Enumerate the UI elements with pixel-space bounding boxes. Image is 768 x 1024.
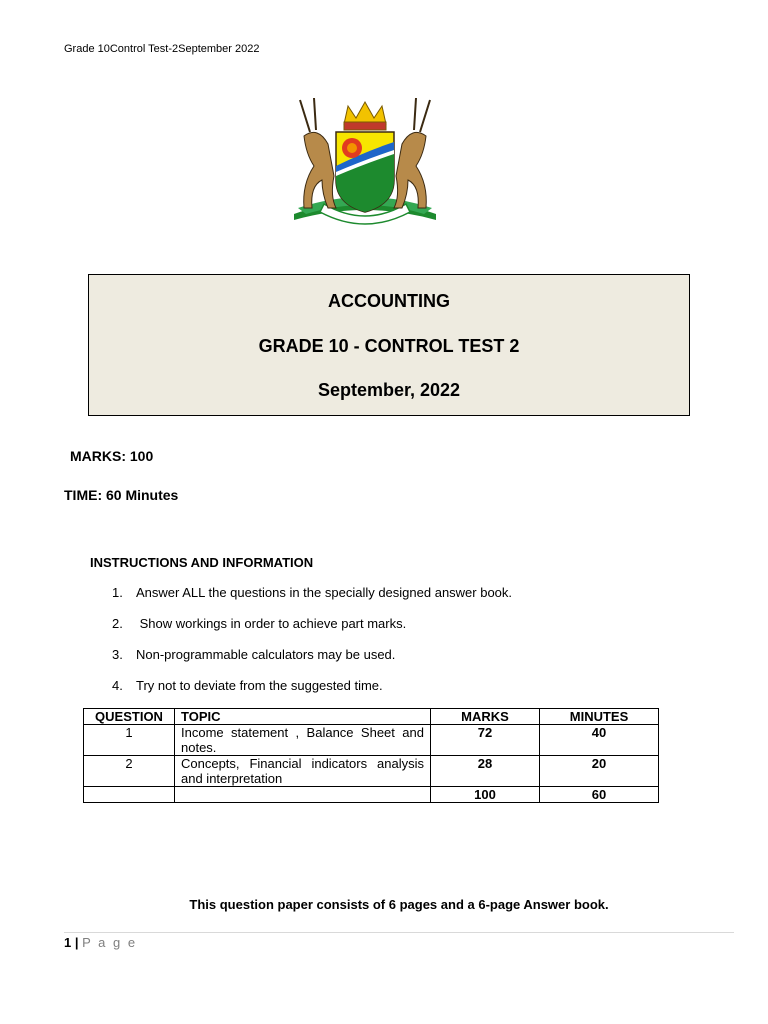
title-box <box>88 274 690 416</box>
cell-topic: Income statement , Balance Sheet and notes. <box>175 725 431 756</box>
instructions-heading: INSTRUCTIONS AND INFORMATION <box>90 555 314 570</box>
header-marks: MARKS <box>431 709 540 725</box>
page-label: P a g e <box>82 935 138 950</box>
exam-date: September, 2022 <box>317 380 461 400</box>
instruction-number: 4. <box>112 678 123 693</box>
header-minutes: MINUTES <box>540 709 659 725</box>
cell-topic: Concepts, Financial indicators analysis and interpretation <box>175 756 431 787</box>
instruction-text: Non-programmable calculators may be used. <box>136 647 396 662</box>
page-footer <box>64 935 137 950</box>
table-row <box>84 725 659 756</box>
paper-pages-note: This question paper consists of 6 pages and a 6-page Answer book. <box>189 897 609 912</box>
total-marks: MARKS: 100 <box>70 448 154 464</box>
cell-marks: 28 <box>431 756 540 787</box>
cell-empty <box>175 787 431 803</box>
cell-question: 1 <box>84 725 175 756</box>
instruction-text: Try not to deviate from the suggested time. <box>136 678 383 693</box>
page-number: 1 | <box>64 935 79 950</box>
running-header: Grade 10Control Test-2September 2022 <box>64 43 260 55</box>
instruction-number: 3. <box>112 647 123 662</box>
table-total-row <box>84 787 659 803</box>
table-row <box>84 756 659 787</box>
cell-question: 2 <box>84 756 175 787</box>
instruction-number: 1. <box>112 585 123 600</box>
subject-title: ACCOUNTING <box>328 291 450 311</box>
header-question: QUESTION <box>84 709 175 725</box>
grade-test-title: GRADE 10 - CONTROL TEST 2 <box>258 336 520 356</box>
total-marks-cell: 100 <box>431 787 540 803</box>
coat-of-arms-logo <box>284 96 446 230</box>
cell-marks: 72 <box>431 725 540 756</box>
footer-divider <box>64 932 734 933</box>
cell-empty <box>84 787 175 803</box>
marks-allocation-table <box>83 708 659 803</box>
instruction-text: Answer ALL the questions in the specially designed answer book. <box>136 585 513 600</box>
instruction-text: Show workings in order to achieve part marks. <box>136 616 407 631</box>
instruction-number: 2. <box>112 616 123 631</box>
total-minutes-cell: 60 <box>540 787 659 803</box>
table-header-row <box>84 709 659 725</box>
time-allowed: TIME: 60 Minutes <box>64 487 179 503</box>
cell-minutes: 20 <box>540 756 659 787</box>
cell-minutes: 40 <box>540 725 659 756</box>
header-topic: TOPIC <box>175 709 431 725</box>
